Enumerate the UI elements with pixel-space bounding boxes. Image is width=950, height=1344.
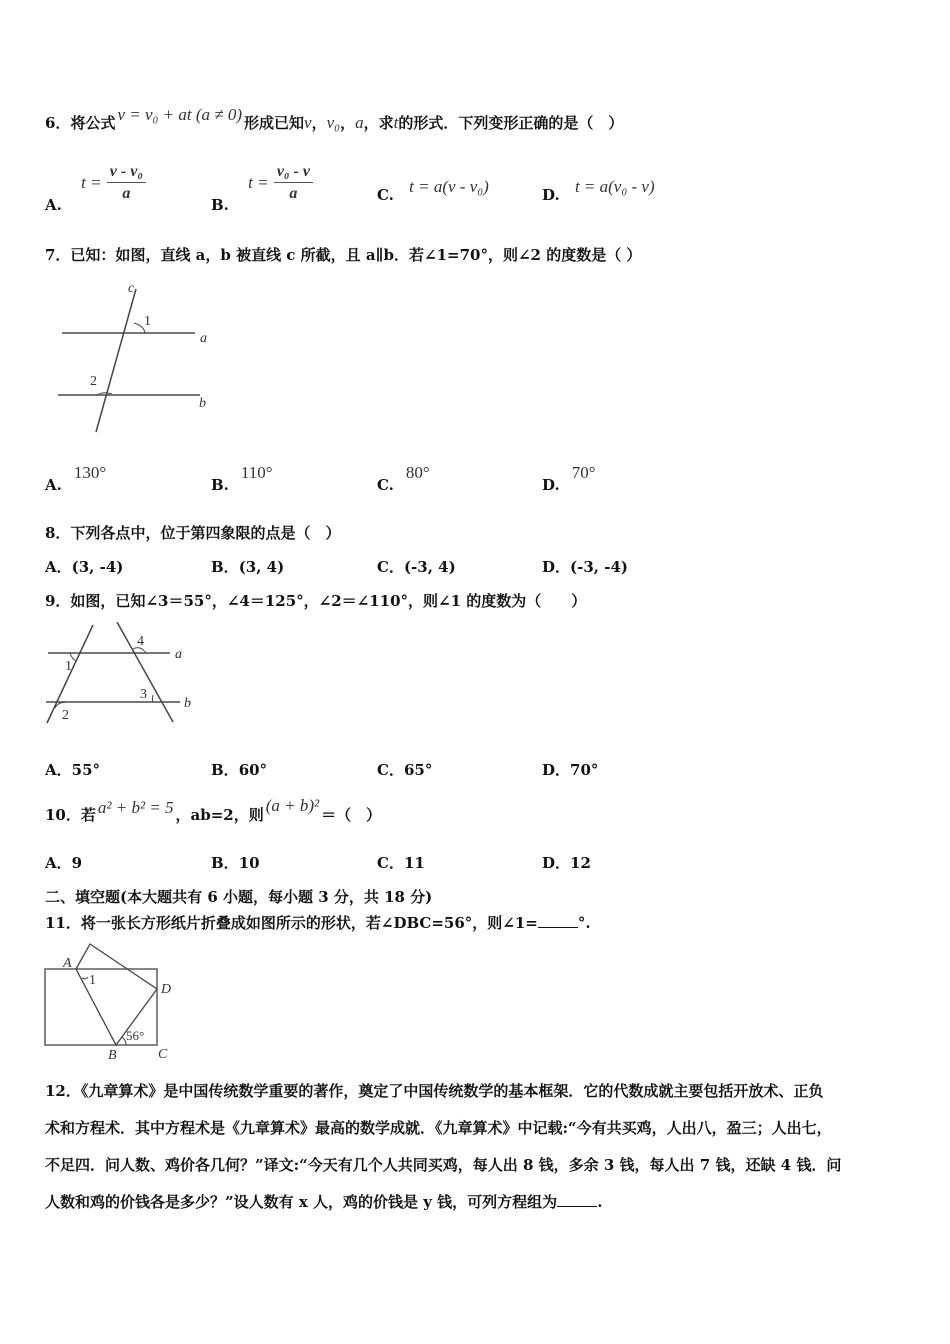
q7-option-b[interactable]: [211, 463, 273, 495]
option-label: A．: [45, 558, 72, 576]
condition-formula: a² + b² = 5: [97, 798, 174, 817]
stem-text: 形成已知: [244, 114, 305, 132]
option-label: D．: [542, 854, 571, 872]
q9-figure: [40, 615, 210, 730]
option-label: B．: [211, 761, 239, 779]
q7-option-a[interactable]: [45, 463, 107, 495]
option-value: 70°: [571, 463, 596, 482]
q11-figure: [40, 938, 190, 1063]
q9-option-b[interactable]: [211, 759, 267, 780]
question-8-stem: 8．下列各点中，位于第四象限的点是（ ）: [45, 524, 341, 542]
question-12-line-4: [45, 1191, 602, 1212]
option-value: (-3, 4): [403, 558, 456, 576]
stem-text: 的形式．下列变形正确的是（ ）: [398, 114, 624, 132]
question-12-line-2: 术和方程术．其中方程术是《九章算术》最高的数学成就．《九章算术》中记载:“今有共买鸡，人出八，盈三；人出七，: [45, 1119, 832, 1137]
label-b: b: [184, 696, 191, 711]
question-12-line-1: 12．《九章算术》是中国传统数学重要的著作，奠定了中国传统数学的基本框架．它的代数成就主要包括开放术、正负: [45, 1082, 824, 1100]
q9-option-c[interactable]: [377, 759, 432, 780]
q8-option-c[interactable]: [377, 556, 456, 577]
known-v: v: [304, 113, 312, 132]
stem-text: .: [597, 1193, 603, 1211]
folded-flap: [76, 944, 157, 1045]
label-D: D: [161, 982, 172, 997]
option-label: C.: [377, 476, 394, 494]
option-label: B．: [211, 854, 239, 872]
stem-text: 11．将一张长方形纸片折叠成如图所示的形状，若∠DBC=56°，则∠1=: [45, 914, 538, 932]
option-label: D.: [542, 476, 560, 494]
label-C: C: [158, 1047, 168, 1062]
label-b: b: [199, 396, 206, 411]
line-c: [96, 289, 136, 432]
stem-text: °.: [577, 914, 591, 932]
question-12-line-3: 不足四．问人数、鸡价各几何？”译文:“今天有几个人共同买鸡，每人出 8 钱，多余 3 钱，每人出 7 钱，还缺 4 钱．问: [45, 1156, 842, 1174]
ask-var: t: [393, 113, 399, 132]
stem-text: ，ab=2，则: [175, 806, 264, 824]
right-transversal: [117, 622, 173, 722]
option-label: A.: [45, 476, 62, 494]
known-a: a: [355, 113, 364, 132]
option-value: 11: [403, 854, 425, 872]
option-label: A.: [45, 195, 62, 214]
question-number: 6．: [45, 114, 71, 132]
section-title: 二、填空题(本大题共有 6 小题，每小题 3 分，共 18 分): [45, 888, 433, 906]
stem-text: ＝（ ）: [321, 806, 382, 824]
option-value: 9: [71, 854, 83, 872]
option-value: 10: [238, 854, 260, 872]
q6-option-a[interactable]: [45, 162, 146, 214]
denominator: a: [122, 185, 131, 202]
q10-option-c[interactable]: [377, 852, 425, 873]
lhs: t =: [81, 172, 102, 192]
option-label: B.: [211, 195, 229, 214]
option-label: C．: [377, 761, 404, 779]
question-9-stem: 9．如图，已知∠3＝55°，∠4＝125°，∠2＝∠110°，则∠1 的度数为（ ）: [45, 592, 587, 610]
q6-option-c[interactable]: [377, 177, 489, 205]
angle-3-arc: [153, 695, 154, 702]
answer-blank[interactable]: [557, 1192, 597, 1207]
option-label: C．: [377, 854, 404, 872]
label-56: 56°: [126, 1028, 145, 1043]
stem-text: 将公式: [70, 114, 116, 132]
q10-option-d[interactable]: [542, 852, 591, 873]
option-value: 110°: [240, 463, 273, 482]
stem-text: 10．若: [45, 806, 96, 824]
label-a: a: [200, 331, 207, 346]
numerator: v - v₀: [107, 162, 146, 183]
q8-option-b[interactable]: [211, 556, 284, 577]
option-value: 70°: [570, 761, 599, 779]
q8-option-a[interactable]: [45, 556, 123, 577]
question-10-stem: [45, 796, 382, 825]
label-1: 1: [89, 973, 96, 988]
option-value: (3, 4): [238, 558, 285, 576]
q10-option-b[interactable]: [211, 852, 260, 873]
label-a: a: [175, 647, 182, 662]
option-label: B．: [211, 558, 239, 576]
answer-blank[interactable]: [538, 913, 578, 928]
option-value: 130°: [73, 463, 107, 482]
question-7-stem: 7．已知：如图，直线 a，b 被直线 c 所截，且 a∥b．若∠1=70°，则∠2 的度数是（ ）: [45, 246, 642, 264]
q7-option-c[interactable]: [377, 463, 430, 495]
q9-option-a[interactable]: [45, 759, 100, 780]
numerator: v₀ - v: [274, 162, 313, 183]
option-label: D．: [542, 761, 571, 779]
option-label: C.: [377, 186, 394, 204]
option-value: 65°: [403, 761, 433, 779]
left-transversal: [47, 625, 93, 723]
option-value: 12: [570, 854, 591, 872]
option-value: (-3, -4): [570, 558, 628, 576]
option-value: 55°: [71, 761, 101, 779]
option-expr: t = a(v - v₀): [409, 177, 489, 196]
label-2: 2: [62, 708, 69, 723]
option-label: B.: [211, 476, 229, 494]
q6-option-b[interactable]: [211, 162, 313, 214]
label-1: 1: [65, 659, 72, 674]
option-label: D.: [542, 186, 560, 204]
label-A: A: [63, 956, 72, 971]
option-label: A．: [45, 854, 72, 872]
stem-text: 求: [378, 114, 394, 132]
option-value: 60°: [238, 761, 268, 779]
label-c: c: [128, 281, 135, 296]
label-3: 3: [140, 687, 147, 702]
q7-figure: [50, 280, 220, 440]
label-B: B: [108, 1048, 117, 1063]
option-value: 80°: [405, 463, 430, 482]
q9-option-d[interactable]: [542, 759, 598, 780]
angle-1-arc: [82, 977, 88, 979]
q7-option-d[interactable]: [542, 463, 596, 495]
formula: v = v₀ + at (a ≠ 0): [117, 105, 243, 124]
stem-text: 人数和鸡的价钱各是多少？”设人数有 x 人，鸡的价钱是 y 钱，可列方程组为: [45, 1193, 558, 1211]
fraction: [274, 162, 313, 205]
q10-option-a[interactable]: [45, 852, 82, 873]
denominator: a: [289, 185, 298, 202]
q6-option-d[interactable]: [542, 177, 655, 205]
q8-option-d[interactable]: [542, 556, 628, 577]
option-expr: t = a(v₀ - v): [574, 177, 655, 196]
option-label: C．: [377, 558, 404, 576]
fraction: [107, 162, 146, 205]
label-2: 2: [90, 374, 97, 389]
question-11-stem: [45, 912, 591, 933]
question-6-stem: 6．将公式 v = v₀ + at (a ≠ 0) 形成已知v，v₀，a，求t的形式．下列变形正确的是（ ）: [45, 105, 624, 132]
option-value: (3, -4): [71, 558, 124, 576]
label-1: 1: [144, 314, 151, 329]
label-4: 4: [137, 634, 144, 649]
option-label: A．: [45, 761, 72, 779]
expression: (a + b)²: [265, 796, 320, 815]
known-v0: v₀: [326, 113, 341, 132]
option-label: D．: [542, 558, 571, 576]
lhs: t =: [248, 172, 269, 192]
